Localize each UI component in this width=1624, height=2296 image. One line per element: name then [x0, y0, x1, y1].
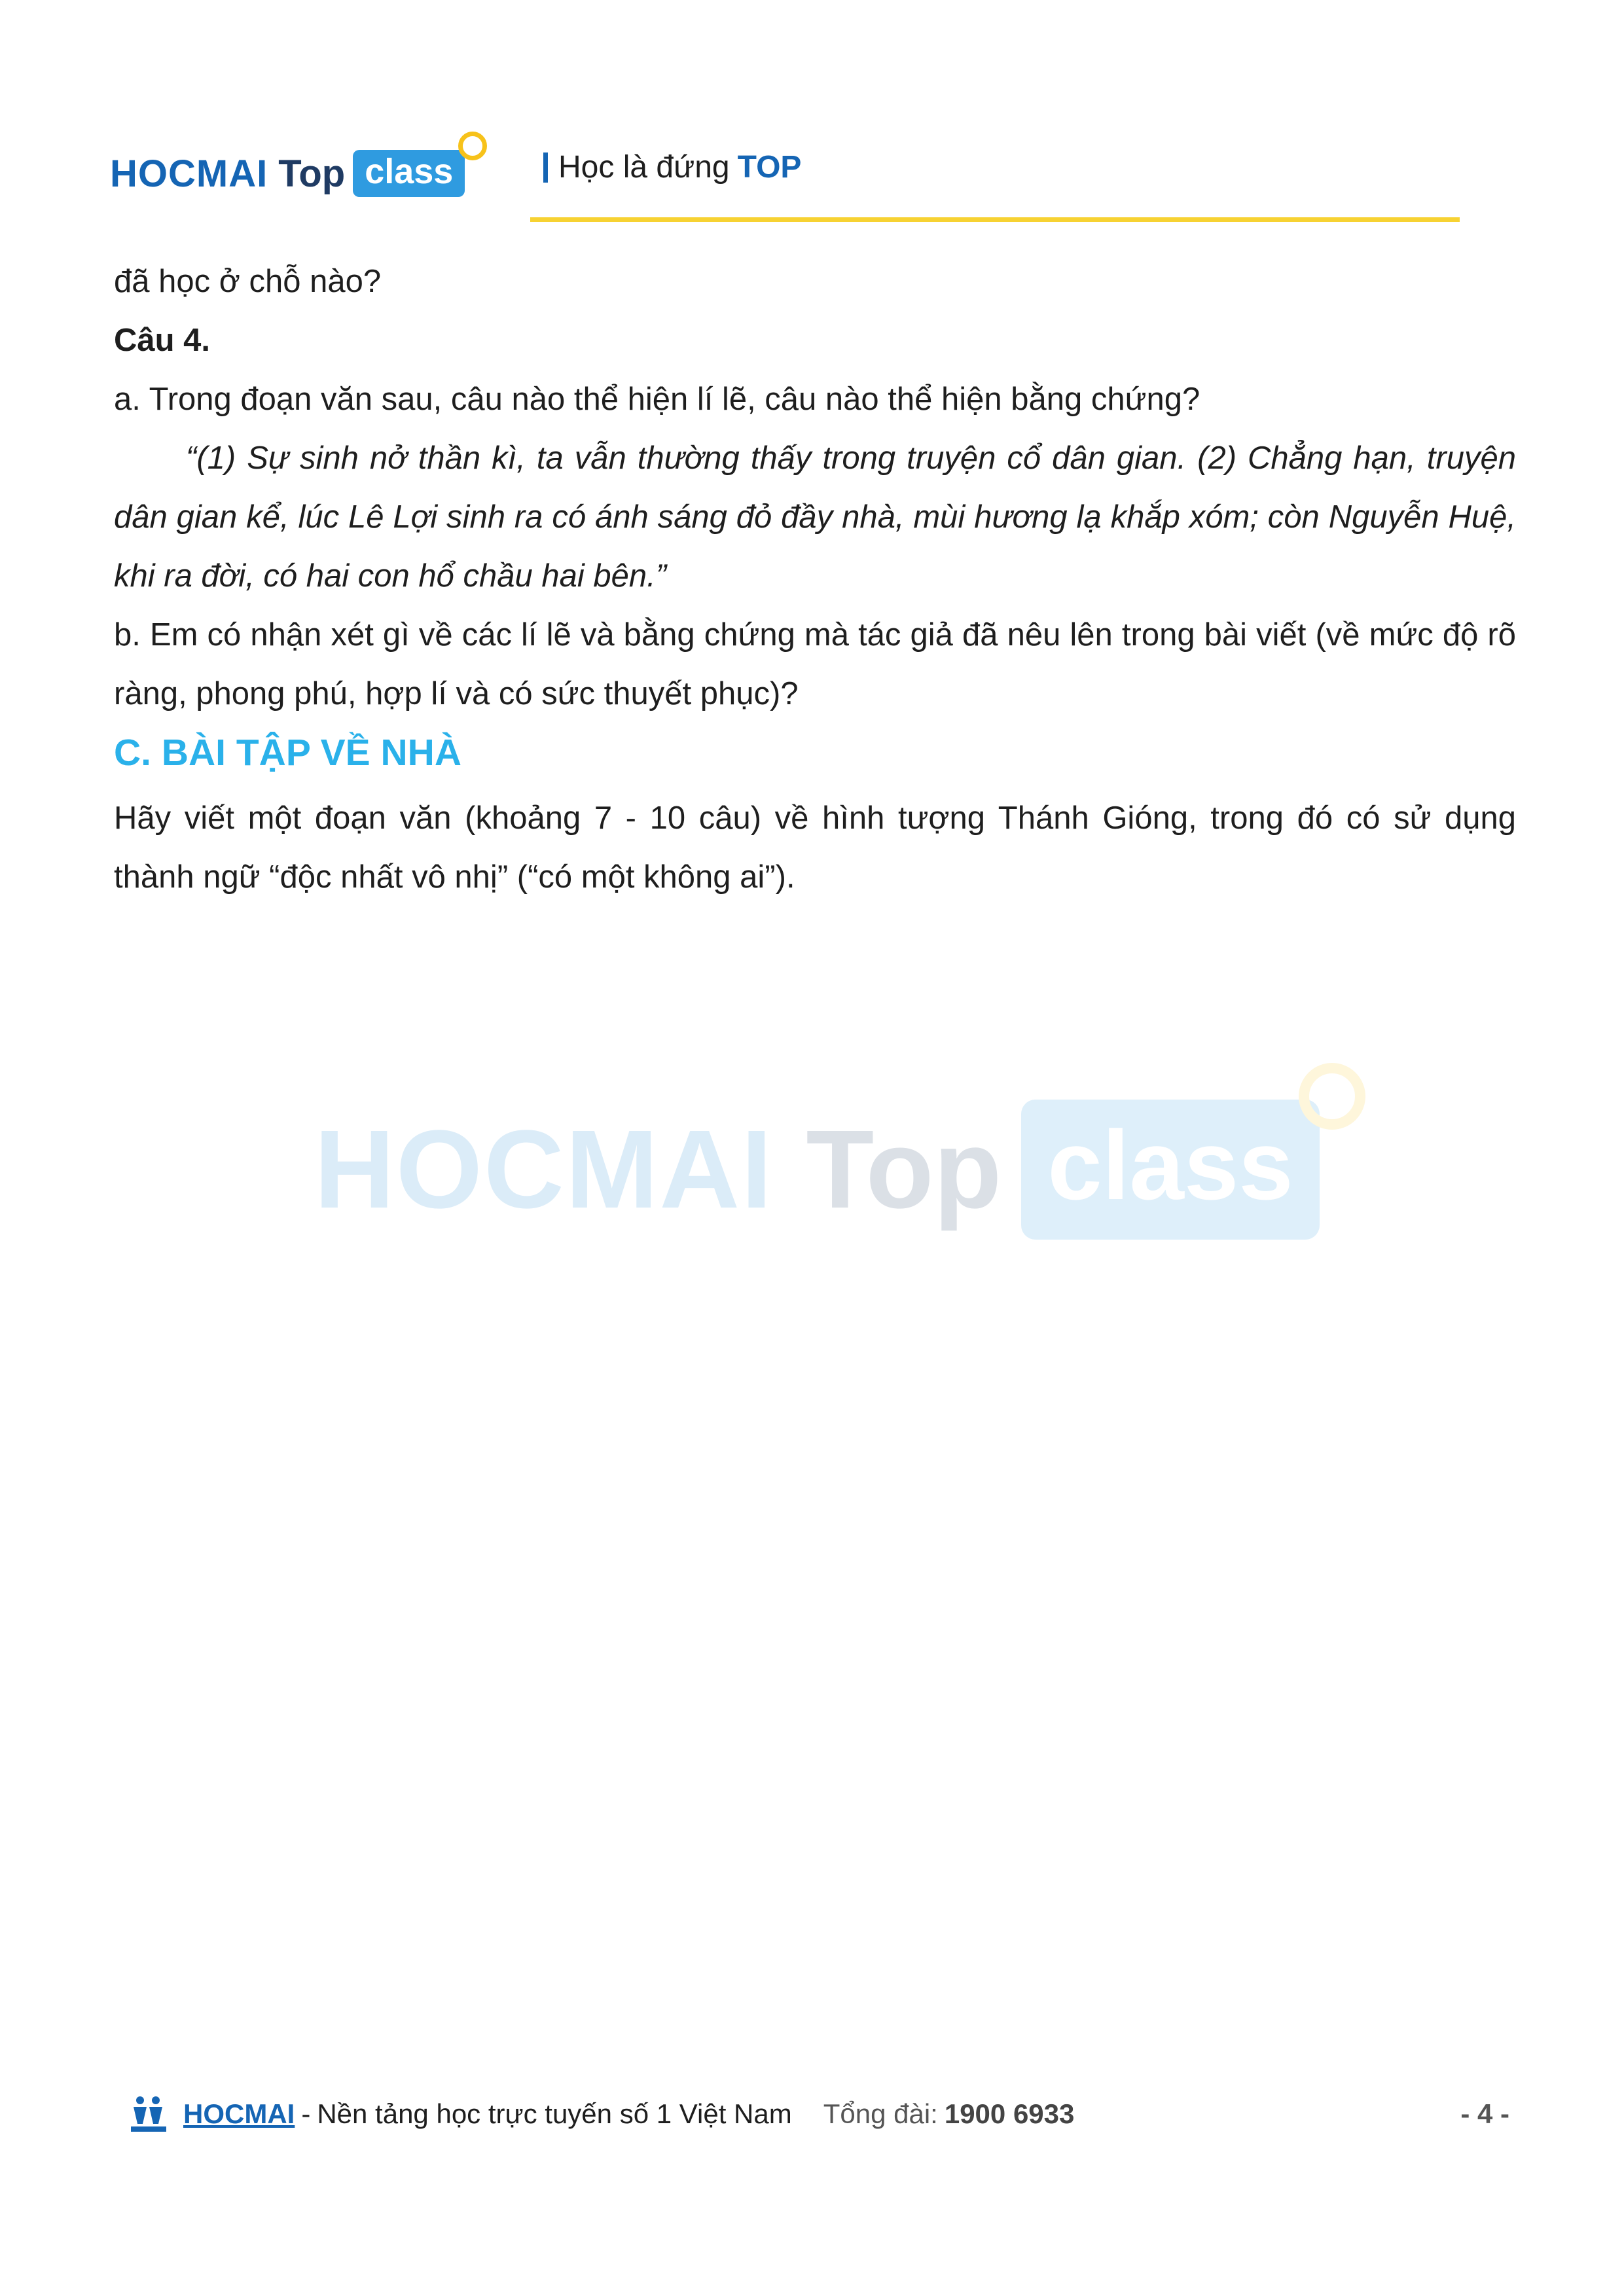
tagline-bar — [543, 152, 548, 183]
header-tagline — [543, 149, 801, 185]
quote-paragraph: “(1) Sự sinh nở thần kì, ta vẫn thường thấy trong truyện cổ dân gian. (2) Chẳng hạn, truyện dân gian kể, lúc Lê Lợi sinh ra có ánh sáng đỏ đầy nhà, mùi hương lạ khắp xóm; còn Nguyễn Huệ, khi ra đời, có hai con hổ chầu hai bên.” — [114, 440, 1516, 594]
logo-class-text: class — [353, 150, 465, 197]
logo-class-badge — [353, 150, 465, 197]
footer-hotline-number: 1900 6933 — [944, 2098, 1075, 2129]
header-divider — [530, 217, 1460, 222]
watermark-class-badge — [1021, 1100, 1319, 1240]
question-a: a. Trong đoạn văn sau, câu nào thể hiện lí lẽ, câu nào thể hiện bằng chứng? — [114, 382, 1200, 417]
logo-hocmai-text: HOCMAI — [110, 152, 268, 195]
page-number: - 4 - — [1460, 2098, 1509, 2129]
footer-brand-link[interactable]: HOCMAI — [183, 2098, 295, 2129]
tagline-strong: TOP — [737, 150, 802, 185]
hocmai-logo-icon — [128, 2094, 169, 2134]
watermark-class: class — [1021, 1100, 1319, 1240]
section-heading: C. BÀI TẬP VỀ NHÀ — [114, 732, 462, 774]
header-logo — [110, 137, 465, 209]
sun-icon — [458, 132, 487, 160]
logo-top-text: Top — [278, 152, 346, 195]
question-title: Câu 4. — [114, 323, 211, 358]
homework-paragraph: Hãy viết một đoạn văn (khoảng 7 - 10 câu) về hình tượng Thánh Gióng, trong đó có sử dụng thành ngữ “độc nhất vô nhị” (“có một không ai”). — [114, 800, 1516, 895]
watermark-sun-icon — [1299, 1063, 1365, 1130]
question-b: b. Em có nhận xét gì về các lí lẽ và bằng chứng mà tác giả đã nêu lên trong bài viết (về mức độ rõ ràng, phong phú, hợp lí và có sức thuyết phục)? — [114, 617, 1516, 711]
footer — [128, 2091, 1509, 2137]
footer-hotline-label: Tổng đài: — [823, 2098, 938, 2129]
tagline-prefix: Học là đứng — [558, 150, 730, 185]
watermark — [314, 1100, 1320, 1240]
footer-slogan: Nền tảng học trực tuyến số 1 Việt Nam — [317, 2098, 792, 2129]
watermark-hocmai: HOCMAI — [314, 1107, 774, 1232]
watermark-top: Top — [806, 1107, 1002, 1232]
line-continuation: đã học ở chỗ nào? — [114, 264, 382, 299]
footer-separator: - — [301, 2098, 311, 2129]
